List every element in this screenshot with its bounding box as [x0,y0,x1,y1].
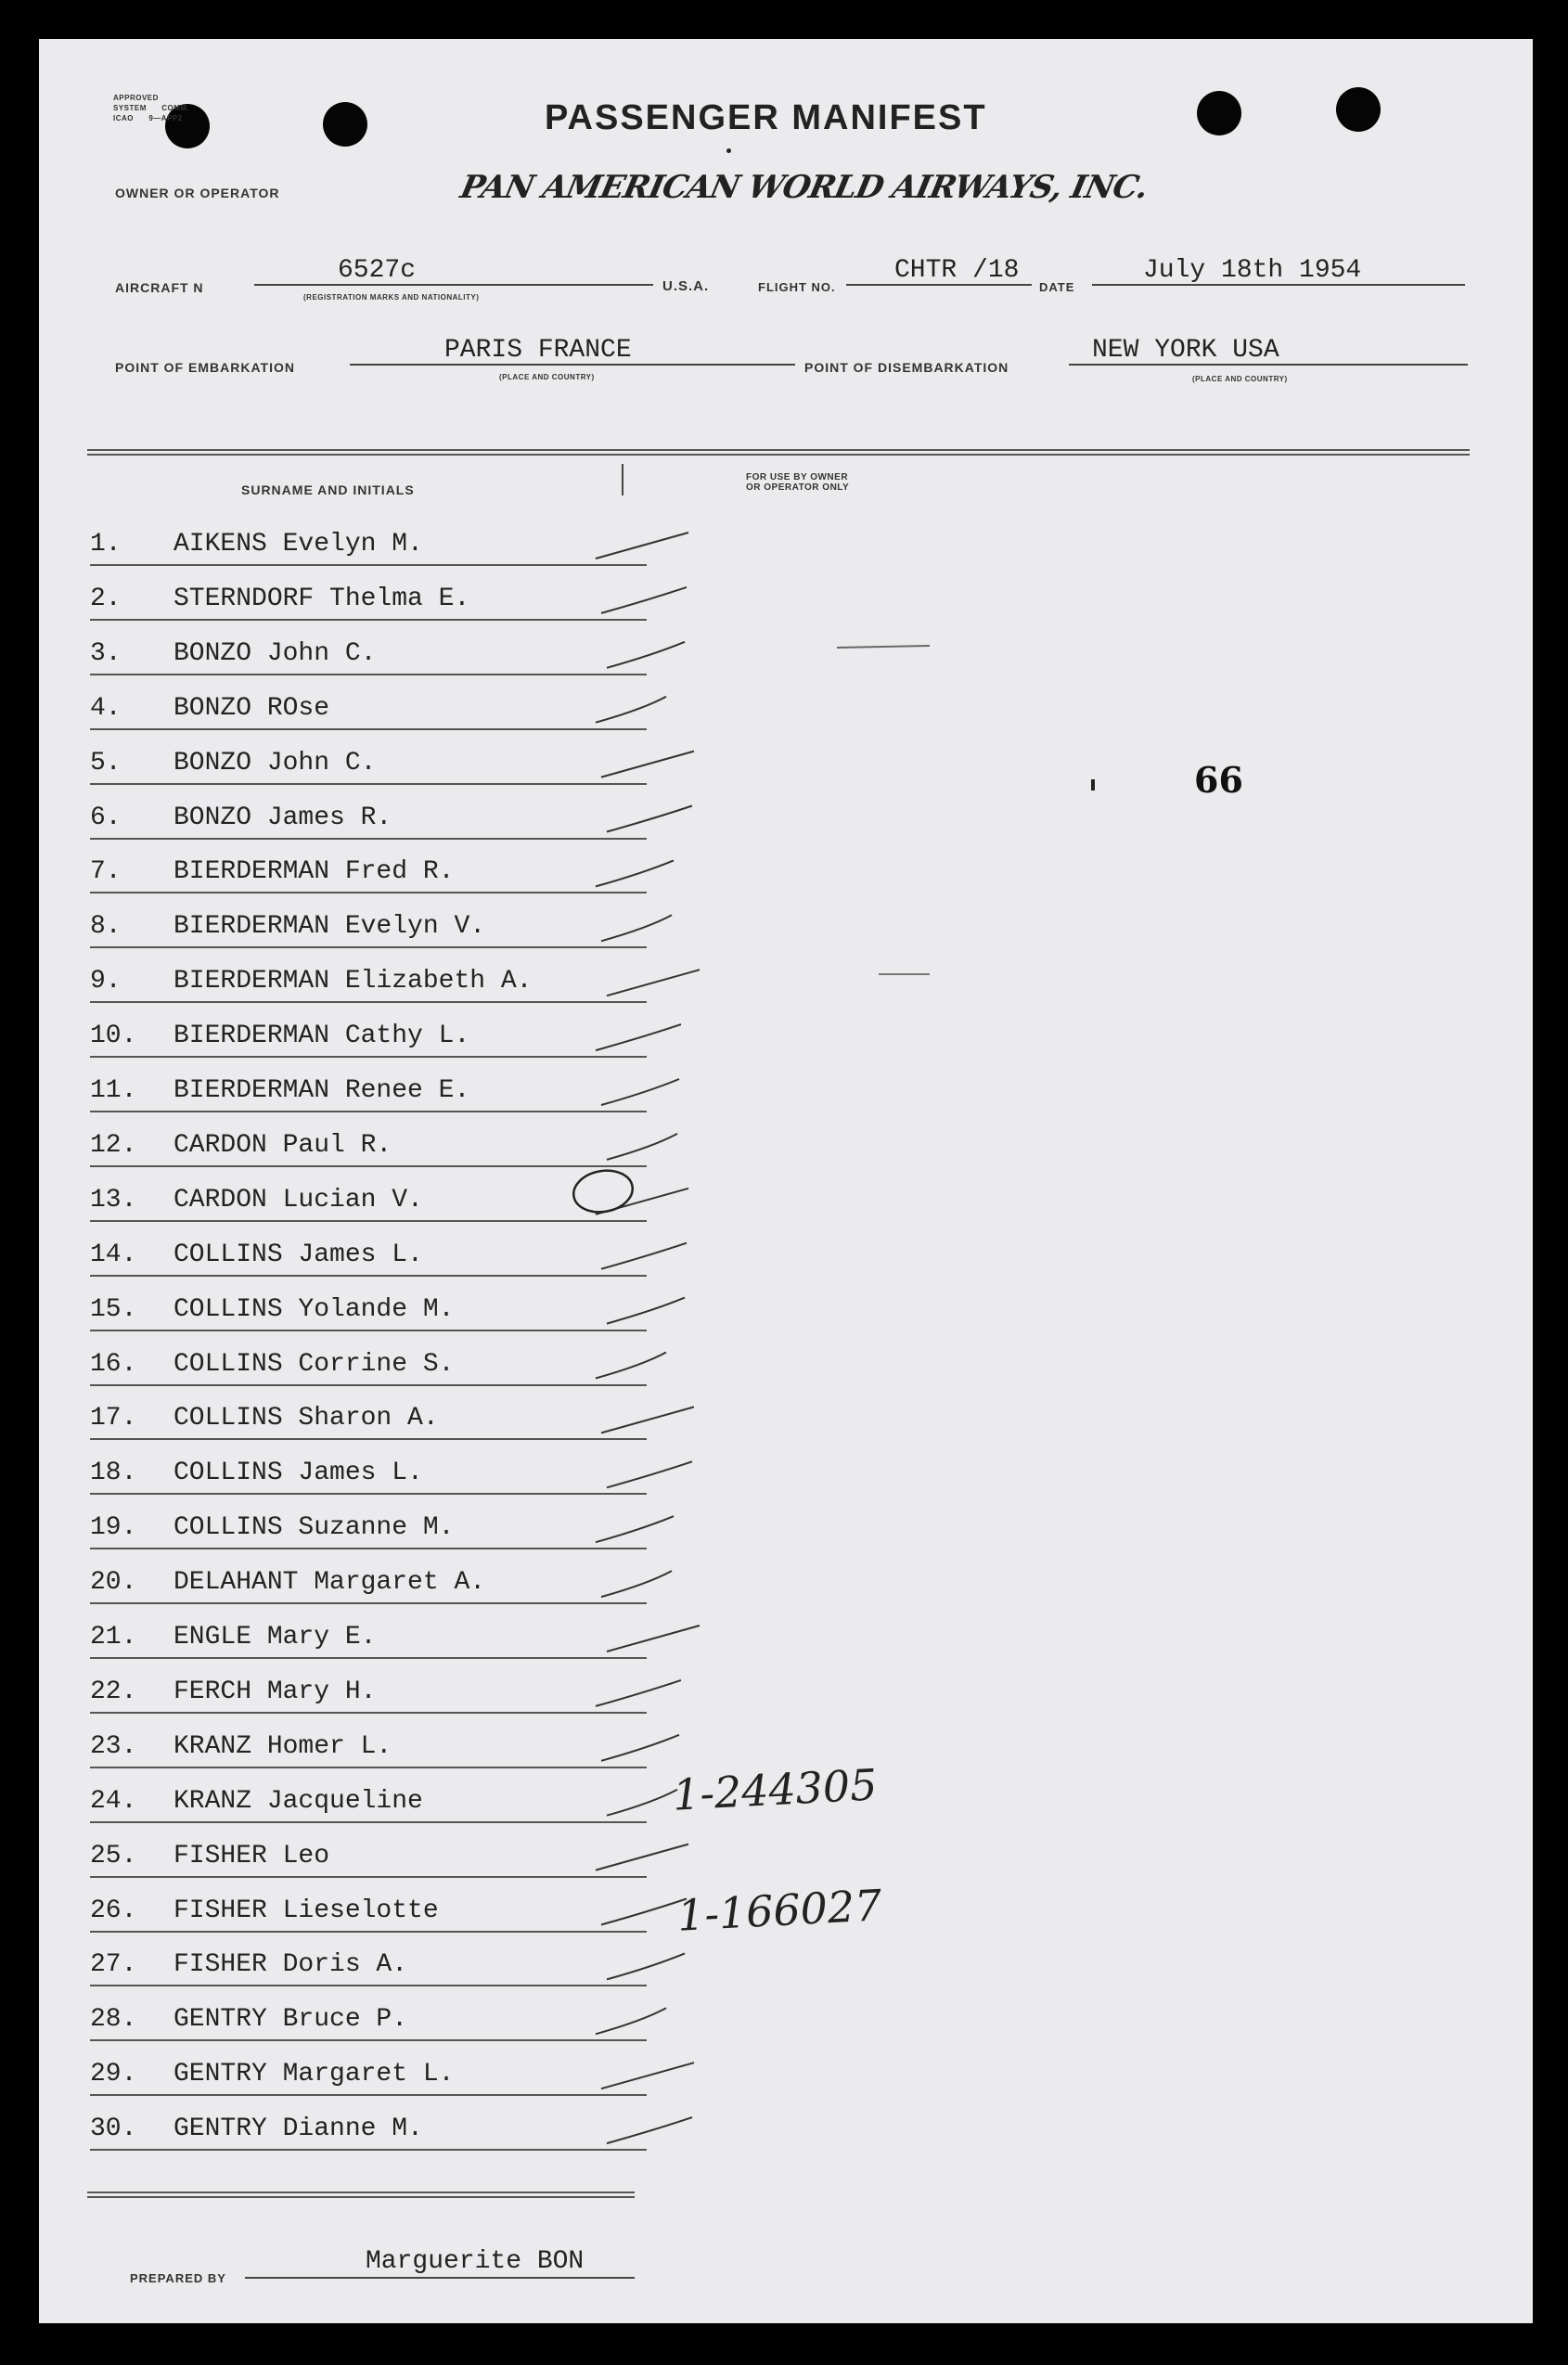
passenger-name: BONZO John C. [174,748,377,778]
passenger-number: 12. [90,1130,137,1160]
prepared-value: Marguerite BON [366,2247,585,2276]
embark-label: POINT OF EMBARKATION [115,360,295,375]
owner-label: OWNER OR OPERATOR [115,186,280,200]
passenger-number: 2. [90,584,122,613]
passenger-name: BIERDERMAN Elizabeth A. [174,967,533,996]
aircraft-label: AIRCRAFT N [115,280,204,295]
approved-line: ICAO 9—APP2 [113,114,183,122]
check-mark [607,642,685,668]
passenger-number: 23. [90,1731,137,1761]
passenger-number: 18. [90,1459,137,1488]
passenger-name: GENTRY Margaret L. [174,2060,455,2089]
passenger-name: COLLINS Yolande M. [174,1294,455,1324]
check-mark [601,1079,679,1105]
check-mark [601,1407,694,1433]
prepared-line [245,2277,635,2279]
disembark-sub: (PLACE AND COUNTRY) [1192,375,1288,383]
check-mark [607,1461,692,1487]
passenger-name: GENTRY Dianne M. [174,2114,423,2144]
check-mark [601,1571,672,1597]
passenger-name: CARDON Paul R. [174,1130,392,1160]
check-mark [607,1298,685,1324]
check-mark [596,1516,674,1542]
passenger-name: COLLINS Sharon A. [174,1404,439,1433]
passenger-number: 15. [90,1294,137,1324]
passenger-number: 6. [90,803,122,832]
check-mark [607,1626,700,1652]
check-mark [601,1735,679,1761]
prepared-label: PREPARED BY [130,2271,226,2285]
check-mark [601,587,687,613]
date-label: DATE [1039,280,1075,294]
aircraft-sub: (REGISTRATION MARKS AND NATIONALITY) [303,293,480,302]
check-mark [601,2063,694,2089]
check-mark [601,1899,687,1925]
check-mark [596,860,674,886]
passenger-name: COLLINS Corrine S. [174,1349,455,1379]
passenger-number: 30. [90,2114,137,2144]
date-value: July 18th 1954 [1143,256,1362,285]
table-bottom-rule [87,2191,635,2198]
disembark-value: NEW YORK USA [1092,336,1279,365]
embark-value: PARIS FRANCE [444,336,632,365]
circled-mark [571,1166,636,1216]
passenger-number: 22. [90,1677,137,1706]
check-mark [607,1953,685,1979]
passenger-number: 27. [90,1950,137,1980]
passenger-number: 19. [90,1513,137,1543]
passenger-name: COLLINS James L. [174,1240,423,1269]
col-surname: SURNAME AND INITIALS [241,482,415,497]
check-mark [607,1790,677,1816]
passenger-number: 28. [90,2005,137,2035]
check-mark [607,2117,692,2143]
dash-mark [837,646,930,648]
disembark-label: POINT OF DISEMBARKATION [804,360,1009,375]
check-mark [601,915,672,941]
passenger-name: FISHER Doris A. [174,1950,408,1980]
page-stamp: 66 [1194,759,1243,801]
passenger-number: 24. [90,1786,137,1816]
operator-name: PAN AMERICAN WORLD AIRWAYS, INC. [456,169,1151,206]
passenger-number: 20. [90,1568,137,1598]
check-mark [596,1680,681,1706]
check-mark [596,2008,666,2034]
passenger-name: STERNDORF Thelma E. [174,584,470,613]
passenger-number: 9. [90,967,122,996]
passenger-number: 3. [90,638,122,668]
passenger-name: BIERDERMAN Renee E. [174,1076,470,1105]
passenger-number: 14. [90,1240,137,1269]
passenger-name: BONZO James R. [174,803,392,832]
check-mark [601,752,694,778]
passenger-number: 8. [90,912,122,942]
handwritten-note: 1-166027 [675,1880,883,1941]
passenger-number: 25. [90,1841,137,1870]
passenger-name: KRANZ Homer L. [174,1731,392,1761]
approved-line: SYSTEM COMM. [113,104,190,112]
check-mark [596,697,666,723]
passenger-number: 11. [90,1076,137,1105]
passenger-name: COLLINS Suzanne M. [174,1513,455,1543]
aircraft-value: 6527c [338,256,417,285]
passenger-name: BONZO John C. [174,638,377,668]
passenger-number: 10. [90,1022,137,1051]
passenger-name: COLLINS James L. [174,1459,423,1488]
col-owner-use-line: OR OPERATOR ONLY [746,482,850,493]
usa-label: U.S.A. [662,278,710,294]
col-owner-use-line: FOR USE BY OWNER [746,472,849,482]
form-title: PASSENGER MANIFEST [545,98,987,137]
passenger-number: 17. [90,1404,137,1433]
passenger-number: 5. [90,748,122,778]
flight-value: CHTR /18 [894,256,1020,285]
check-marks [39,39,1533,2323]
handwritten-note: 1-244305 [671,1759,879,1820]
flight-label: FLIGHT NO. [758,280,836,294]
manifest-page [39,39,1533,2323]
passenger-number: 7. [90,857,122,887]
passenger-name: BIERDERMAN Cathy L. [174,1022,470,1051]
passenger-number: 13. [90,1185,137,1215]
check-mark [596,533,688,559]
passenger-name: GENTRY Bruce P. [174,2005,408,2035]
passenger-name: KRANZ Jacqueline [174,1786,423,1816]
approved-line: APPROVED [113,94,159,102]
passenger-name: FISHER Lieselotte [174,1896,439,1925]
check-mark [607,1134,677,1160]
passenger-name: BIERDERMAN Evelyn V. [174,912,486,942]
stamp-dot [1091,779,1095,790]
passenger-name: BONZO ROse [174,693,330,723]
passenger-name: BIERDERMAN Fred R. [174,857,455,887]
passenger-name: AIKENS Evelyn M. [174,530,423,559]
embark-sub: (PLACE AND COUNTRY) [499,373,595,381]
passenger-number: 1. [90,530,122,559]
passenger-number: 29. [90,2060,137,2089]
passenger-name: DELAHANT Margaret A. [174,1568,486,1598]
passenger-number: 26. [90,1896,137,1925]
check-mark [596,1353,666,1379]
passenger-name: CARDON Lucian V. [174,1185,423,1215]
passenger-number: 16. [90,1349,137,1379]
check-mark [601,1243,687,1269]
passenger-name: FISHER Leo [174,1841,330,1870]
check-mark [596,1844,688,1870]
passenger-number: 21. [90,1623,137,1652]
check-mark [596,1024,681,1050]
passenger-name: FERCH Mary H. [174,1677,377,1706]
check-mark [607,970,700,996]
passenger-number: 4. [90,693,122,723]
check-mark [607,806,692,832]
passenger-name: ENGLE Mary E. [174,1623,377,1652]
